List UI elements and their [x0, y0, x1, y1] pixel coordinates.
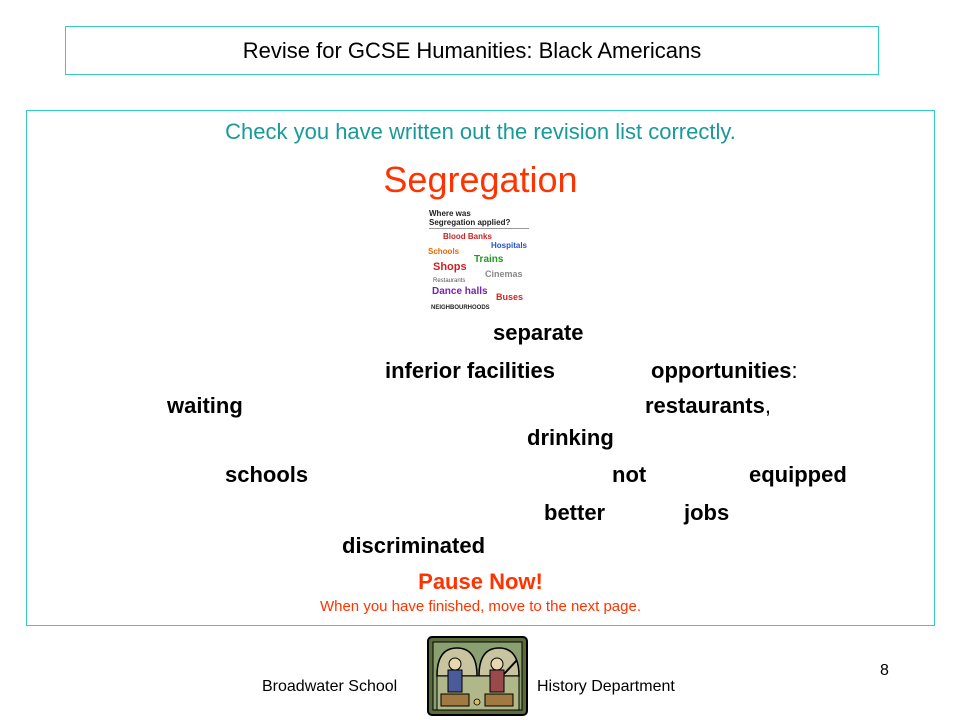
- word-better: better: [544, 500, 606, 525]
- word-inferior-facilities: inferior facilities: [385, 358, 555, 383]
- word-blood-banks: Blood Banks: [443, 232, 492, 241]
- word-shops: Shops: [433, 261, 467, 273]
- word-cinemas: Cinemas: [485, 269, 523, 279]
- word-cloud-divider: [429, 228, 529, 229]
- word-schools: Schools: [428, 247, 460, 256]
- word-opportunities-line: [651, 358, 798, 384]
- restaurants-comma: ,: [764, 393, 771, 418]
- content-box: [26, 110, 935, 626]
- slide-title-box: [65, 26, 879, 75]
- word-discriminated: discriminated: [342, 533, 486, 558]
- finish-instruction: When you have finished, move to the next page.: [319, 598, 642, 615]
- segregation-word-cloud: [425, 207, 533, 319]
- word-cloud-question: Where was Segregation applied?: [429, 209, 511, 227]
- segregation-heading: Segregation: [383, 159, 578, 200]
- page-number: 8: [880, 662, 889, 679]
- word-equipped: equipped: [749, 462, 847, 487]
- history-classroom-clipart-icon: [427, 636, 528, 716]
- footer-department: History Department: [537, 678, 675, 695]
- word-neighbourhoods: NEIGHBOURHOODS: [431, 305, 490, 311]
- word-hospitals: Hospitals: [491, 241, 528, 250]
- word-separate: separate: [493, 320, 584, 345]
- word-waiting: waiting: [167, 393, 243, 418]
- word-dance-halls: Dance halls: [432, 286, 488, 297]
- opportunities-colon: :: [791, 358, 798, 383]
- slide-title: Revise for GCSE Humanities: Black Americans: [242, 37, 702, 63]
- word-opportunities: opportunities: [651, 358, 792, 383]
- word-buses: Buses: [496, 292, 524, 302]
- word-schools: schools: [225, 462, 309, 487]
- word-trains: Trains: [474, 254, 504, 265]
- word-jobs: jobs: [684, 500, 730, 525]
- word-drinking: drinking: [527, 425, 614, 450]
- word-restaurants-line: [645, 393, 771, 419]
- word-restaurants: restaurants: [645, 393, 765, 418]
- word-restaurants: Restaurants: [433, 278, 466, 284]
- pause-now-text: Pause Now!: [418, 569, 543, 594]
- footer-school-name: Broadwater School: [262, 678, 398, 695]
- instruction-text: Check you have written out the revision list correctly.: [225, 119, 736, 144]
- word-not: not: [612, 462, 647, 487]
